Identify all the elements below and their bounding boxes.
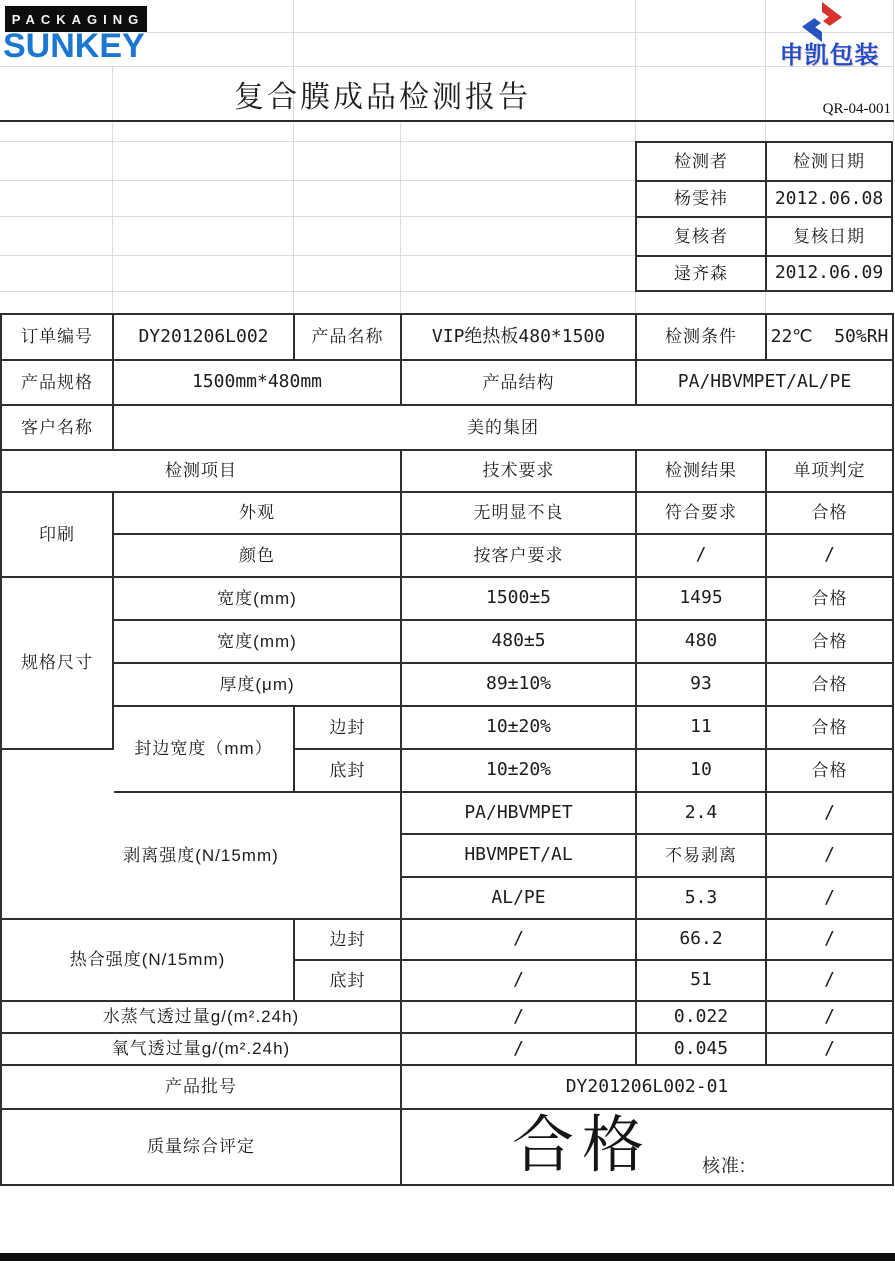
group-peel: 剥离强度(N/15mm) — [2, 793, 402, 920]
spec-label: 产品规格 — [2, 361, 114, 406]
print-result: / — [637, 535, 767, 578]
gridline — [293, 123, 294, 313]
size-result: 93 — [637, 664, 767, 707]
seal-item: 边封 — [295, 707, 402, 750]
wvtr-label: 水蒸气透过量g/(m².24h) — [2, 1002, 402, 1034]
size-item: 厚度(μm) — [114, 664, 402, 707]
inspector-name: 杨雯祎 — [637, 182, 767, 218]
heat-item: 底封 — [295, 961, 402, 1002]
peel-layer: HBVMPET/AL — [402, 835, 637, 878]
size-result: 480 — [637, 621, 767, 664]
peel-result: 5.3 — [637, 878, 767, 920]
group-edge-seal: 封边宽度（mm） — [114, 707, 295, 793]
peel-judge: / — [767, 878, 894, 920]
size-item: 宽度(mm) — [114, 578, 402, 621]
wvtr-result: 0.022 — [637, 1002, 767, 1034]
divider — [0, 120, 894, 122]
print-req: 按客户要求 — [402, 535, 637, 578]
spec-value: 1500mm*480mm — [114, 361, 402, 406]
heat-result: 51 — [637, 961, 767, 1002]
col-header-item: 检测项目 — [2, 451, 402, 493]
customer-label: 客户名称 — [2, 406, 114, 451]
size-result: 1495 — [637, 578, 767, 621]
final-label: 质量综合评定 — [2, 1110, 402, 1186]
bottom-border-bar — [0, 1253, 895, 1261]
product-name-label: 产品名称 — [295, 315, 402, 361]
seal-result: 10 — [637, 750, 767, 793]
group-size: 规格尺寸 — [2, 578, 114, 750]
otr-result: 0.045 — [637, 1034, 767, 1066]
peel-layer: AL/PE — [402, 878, 637, 920]
wvtr-judge: / — [767, 1002, 894, 1034]
peel-judge: / — [767, 835, 894, 878]
size-judge: 合格 — [767, 578, 894, 621]
heat-req: / — [402, 961, 637, 1002]
heat-judge: / — [767, 961, 894, 1002]
review-date-label: 复核日期 — [767, 218, 893, 257]
print-req: 无明显不良 — [402, 493, 637, 535]
report-table — [0, 313, 894, 1186]
peel-result: 2.4 — [637, 793, 767, 835]
print-item: 颜色 — [114, 535, 402, 578]
packaging-logo-text: PACKAGING — [11, 11, 145, 27]
col-header-requirement: 技术要求 — [402, 451, 637, 493]
approve-label: 核准: — [702, 1156, 747, 1176]
gridline — [400, 123, 401, 313]
condition-value: 22℃ 50%RH — [767, 315, 894, 361]
batch-label: 产品批号 — [2, 1066, 402, 1110]
seal-judge: 合格 — [767, 707, 894, 750]
wvtr-req: / — [402, 1002, 637, 1034]
seal-req: 10±20% — [402, 750, 637, 793]
inspect-date-value: 2012.06.08 — [767, 182, 893, 218]
inspect-date-label: 检测日期 — [767, 143, 893, 182]
gridline — [0, 180, 635, 181]
gridline — [0, 291, 635, 292]
seal-judge: 合格 — [767, 750, 894, 793]
doc-code: QR-04-001 — [822, 101, 891, 117]
print-item: 外观 — [114, 493, 402, 535]
inspector-table — [635, 141, 893, 292]
otr-req: / — [402, 1034, 637, 1066]
peel-judge: / — [767, 793, 894, 835]
size-judge: 合格 — [767, 621, 894, 664]
size-req: 1500±5 — [402, 578, 637, 621]
inspector-label: 检测者 — [637, 143, 767, 182]
condition-label: 检测条件 — [637, 315, 767, 361]
customer-value: 美的集团 — [114, 406, 894, 451]
seal-item: 底封 — [295, 750, 402, 793]
peel-result: 不易剥离 — [637, 835, 767, 878]
heat-item: 边封 — [295, 920, 402, 961]
heat-judge: / — [767, 920, 894, 961]
group-heat-seal: 热合强度(N/15mm) — [2, 920, 295, 1002]
size-judge: 合格 — [767, 664, 894, 707]
col-header-result: 检测结果 — [637, 451, 767, 493]
sunkey-logo — [3, 28, 173, 64]
print-judge: / — [767, 535, 894, 578]
reviewer-label: 复核者 — [637, 218, 767, 257]
gridline — [112, 123, 113, 313]
print-judge: 合格 — [767, 493, 894, 535]
gridline — [0, 255, 635, 256]
final-grade: 合格 — [511, 1112, 652, 1181]
review-date-value: 2012.06.09 — [767, 257, 893, 292]
heat-result: 66.2 — [637, 920, 767, 961]
gridline — [143, 32, 894, 33]
gridline — [0, 216, 635, 217]
structure-label: 产品结构 — [402, 361, 637, 406]
group-print: 印刷 — [2, 493, 114, 578]
batch-value: DY201206L002-01 — [402, 1066, 894, 1110]
sunkey-logo-text: SUNKEY — [3, 26, 145, 65]
print-result: 符合要求 — [637, 493, 767, 535]
product-name-value: VIP绝热板480*1500 — [402, 315, 637, 361]
otr-label: 氧气透过量g/(m².24h) — [2, 1034, 402, 1066]
size-req: 480±5 — [402, 621, 637, 664]
size-req: 89±10% — [402, 664, 637, 707]
gridline — [0, 141, 635, 142]
seal-result: 11 — [637, 707, 767, 750]
final-cell — [402, 1110, 894, 1186]
reviewer-name: 逯齐森 — [637, 257, 767, 292]
heat-req: / — [402, 920, 637, 961]
otr-judge: / — [767, 1034, 894, 1066]
seal-req: 10±20% — [402, 707, 637, 750]
shenkai-logo-text: 申凯包装 — [779, 41, 880, 69]
page-title: 复合膜成品检测报告 — [234, 80, 531, 114]
col-header-judgement: 单项判定 — [767, 451, 894, 493]
structure-value: PA/HBVMPET/AL/PE — [637, 361, 894, 406]
order-no-value: DY201206L002 — [114, 315, 295, 361]
order-no-label: 订单编号 — [2, 315, 114, 361]
size-item: 宽度(mm) — [114, 621, 402, 664]
peel-layer: PA/HBVMPET — [402, 793, 637, 835]
